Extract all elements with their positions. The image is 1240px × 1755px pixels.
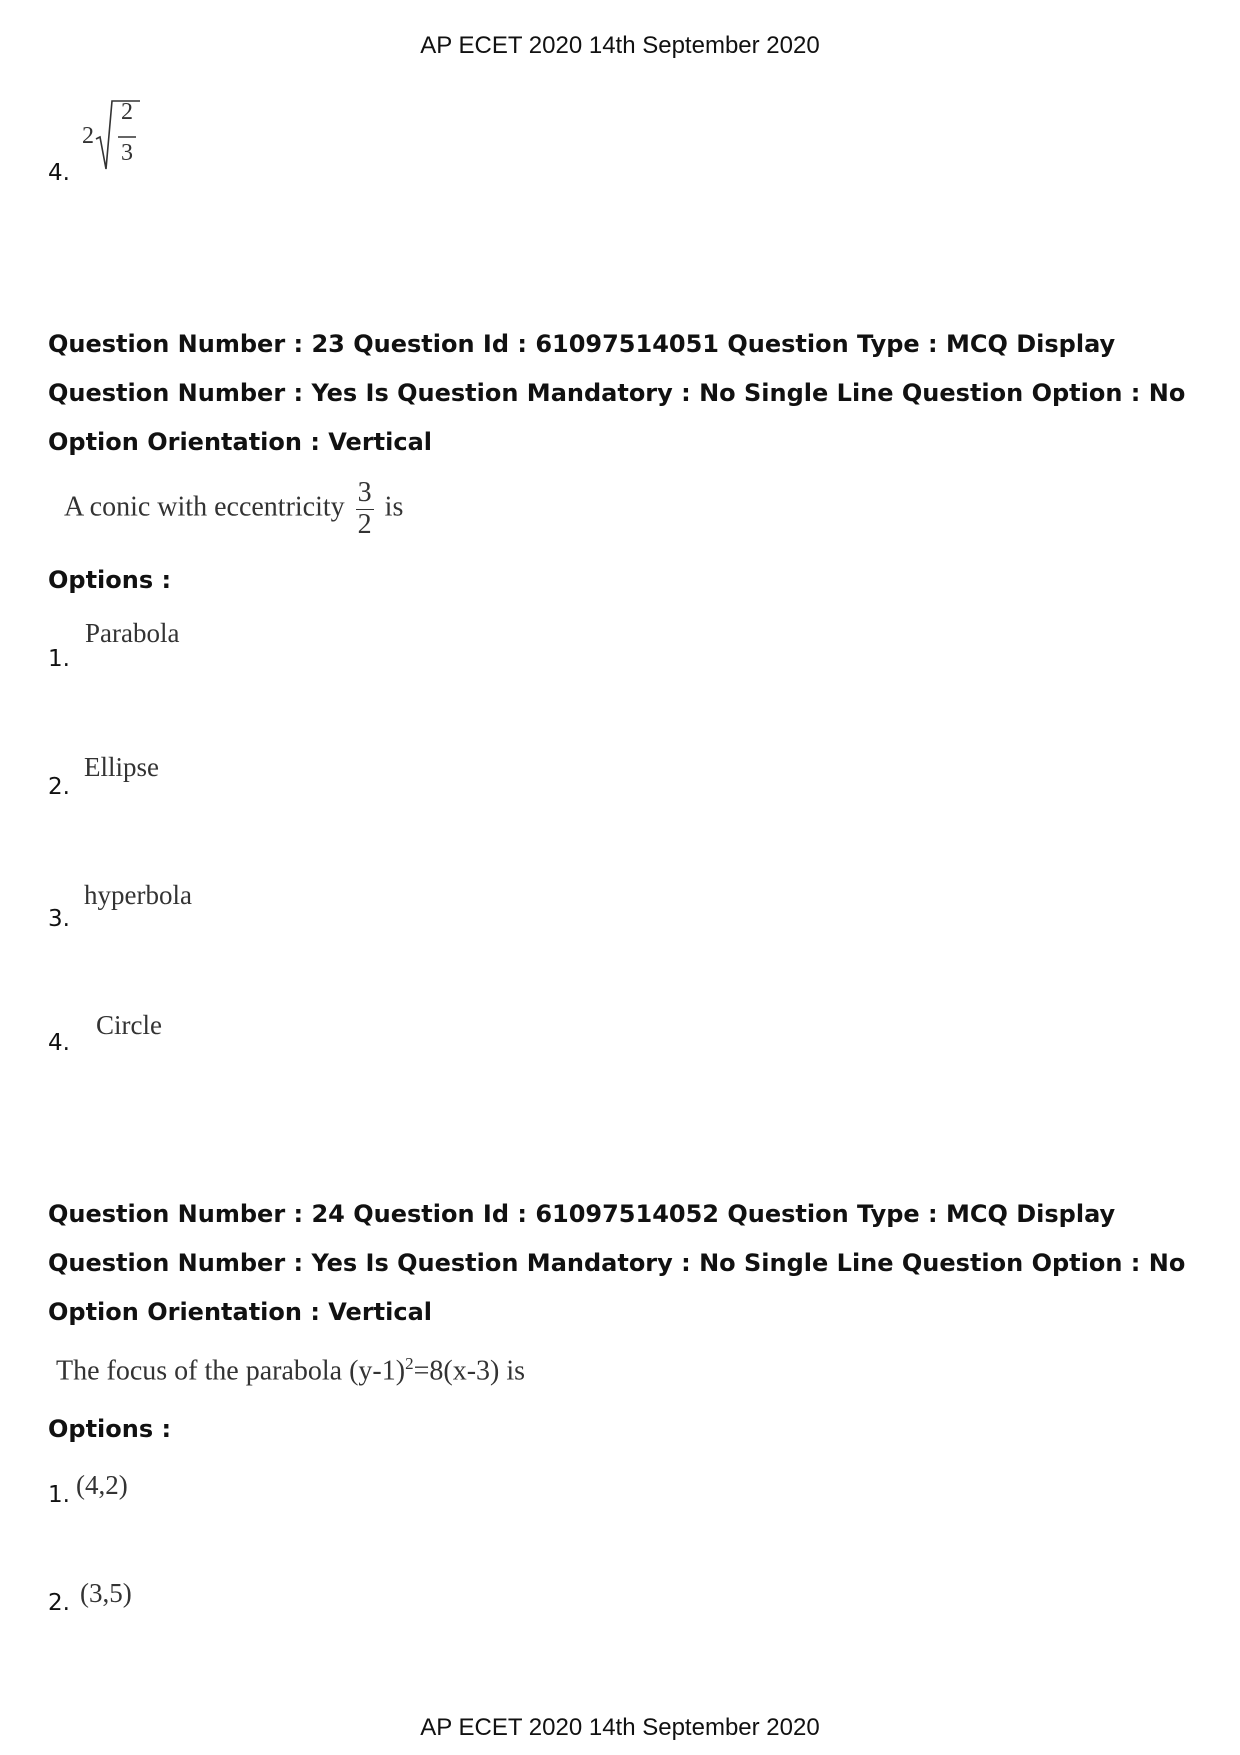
option-number: 2. bbox=[48, 774, 70, 800]
question-24-meta: Question Number : 24 Question Id : 61097514052 Question Type : MCQ Display Question Number : Yes Is Question Mandatory : No Single Line Question Option : No Option Orientation : Vertical bbox=[48, 1200, 1186, 1326]
option-number: 1. bbox=[48, 646, 70, 672]
option-number: 3. bbox=[48, 906, 70, 932]
option-text[interactable]: (4,2) bbox=[76, 1470, 128, 1500]
option-text[interactable]: (3,5) bbox=[80, 1578, 132, 1608]
fraction-numerator: 3 bbox=[357, 477, 372, 508]
question-text-part: is bbox=[384, 491, 404, 523]
question-text-part: =8(x-3) is bbox=[413, 1355, 526, 1387]
formula-numerator: 2 bbox=[121, 99, 133, 125]
option-formula-two-root-two-thirds bbox=[80, 95, 150, 175]
question-24-text bbox=[56, 1354, 525, 1387]
option-text[interactable]: Parabola bbox=[85, 618, 180, 648]
option-number: 2. bbox=[48, 1590, 70, 1616]
question-text-part: The focus of the parabola (y-1) bbox=[56, 1355, 406, 1387]
option-text[interactable]: Ellipse bbox=[84, 752, 159, 782]
question-23-meta: Question Number : 23 Question Id : 61097514051 Question Type : MCQ Display Question Number : Yes Is Question Mandatory : No Single Line Question Option : No Option Orientation : Vertical bbox=[48, 330, 1186, 456]
page-footer: AP ECET 2020 14th September 2020 bbox=[420, 1714, 820, 1741]
radical-sign-icon bbox=[94, 99, 142, 171]
option-text[interactable]: Circle bbox=[96, 1010, 162, 1040]
fraction bbox=[356, 478, 374, 541]
question-23-text bbox=[64, 478, 403, 541]
exponent: 2 bbox=[405, 1354, 414, 1373]
formula-denominator: 3 bbox=[121, 140, 133, 166]
options-label: Options : bbox=[48, 1415, 172, 1443]
option-text[interactable]: hyperbola bbox=[84, 880, 192, 910]
option-number: 4. bbox=[48, 1030, 70, 1056]
option-number: 4. bbox=[48, 160, 70, 186]
options-label: Options : bbox=[48, 566, 172, 594]
formula-coefficient: 2 bbox=[82, 123, 94, 149]
option-number: 1. bbox=[48, 1482, 70, 1508]
fraction-denominator: 2 bbox=[357, 508, 372, 540]
page-header: AP ECET 2020 14th September 2020 bbox=[420, 32, 820, 59]
question-text-part: A conic with eccentricity bbox=[64, 491, 345, 523]
